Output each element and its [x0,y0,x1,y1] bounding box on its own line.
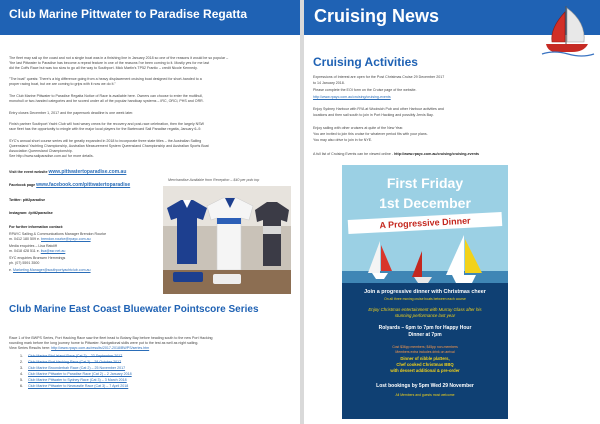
series-race-number: 1. [20,354,23,358]
right-page [304,0,600,424]
cruising-activities-heading: Cruising Activities [313,55,418,69]
series-race-item [20,360,121,365]
para-4: "The boat" quests: There's a big difference going from a heavy displacement cruising boat designed for short-handed to a [9,77,202,81]
poster-details-panel [342,283,508,419]
cruise-line-8: You are invited to join this cruise for whatever period fits with your plans. [313,132,428,136]
contact-5: SYC enquiries Bronwen Hemmings [9,256,66,260]
poster-sub-4: stunning performance last year [394,313,456,318]
instagram-line: Instagram: #pitt2paradise [9,211,53,215]
contact-7 [9,268,91,273]
navy-polo-shirt [167,200,207,264]
para-9: Finish partner Southport Yacht Club will host weary crews for the recovery and post-race celebration, then the largely NSW [9,122,205,126]
poster-cost-2: Members extra includes drink on arrival [395,350,455,354]
cruise-line-9: You may also drive to join in for NYE. [313,138,373,142]
series-intro-2: rounding mark before the long journey home to Pittwater. Navigational skills were put to the test as well as night sailing. [9,341,199,345]
series-intro-3 [9,346,149,351]
sailboat-icon [540,2,596,58]
series-race-link[interactable]: Club Marine Port Hacking Race (Cat 3) – 28 October 2017 [28,360,122,364]
cruise-line-3: Please complete the EOI form on the Cruise page of the website. [313,88,417,92]
series-intro-1: Race 1 of the BWPS Series, Port Hacking Race saw the fleet head to Botany Bay before heading south to the new Port Hacking [9,336,213,340]
right-banner-title: Cruising News [314,6,440,26]
poster-footer: All Members and guests most welcome [395,393,455,397]
series-race-item [20,372,132,377]
series-race-item [20,354,122,359]
series-race-number: 3. [20,366,23,370]
poster-title-1: First Friday [386,175,464,191]
para-3: did the Coffs Race but was too slow to go all the way to Southport. Mick Martin's TP52 Frantic – credit Nicole Kennedy. [9,66,198,70]
cruise-line-10-prefix: A full list of Cruising Events can be viewed online - [313,152,394,156]
para-1: The fleet may sail up the coast and not a single boat was in a finishing line in January 2018 so one of the reasons it would be so popular – [9,56,229,60]
cruising-events-link[interactable]: http://www.rpayc.com.au/cruising/cruising-events [394,152,480,156]
series-race-link[interactable]: Club Marine Pittwater to Newcastle Race (Cat 3) – 7 April 2018 [28,384,129,388]
para-14: See http://www.sailparadise.com.au/ for more details. [9,154,94,158]
series-race-number: 4. [20,372,23,376]
poster-cost-4: Chef cooked Christmas BBQ [396,362,454,367]
para-13: Association Queensland Championship. [9,149,73,153]
cruise-events-link[interactable]: http://www.rpayc.com.au/cruising/cruising-events [313,95,391,99]
poster-sub-2: On all three moving cruise boats between each course [384,297,466,301]
contact-1: RPAYC Sailing & Communications Manager Brendon Rourke [9,232,107,236]
para-2: "the last Pittwater to Paradise has become a repeat feature in one of the reasons I've been coming to it. Mostly yes for me last [9,61,210,65]
poster-sailboats-illustration [342,231,508,291]
contact-3: Media enquiries – Lisa Ratcliff [9,244,57,248]
series-race-link[interactable]: Club Marine Pittwater to Sydney Race (Cat 3) – 3 March 2018 [28,378,127,382]
poster-time: Dinner at 7pm [408,332,442,338]
contact-7-prefix: e. [9,268,12,272]
contact-4 [9,249,65,254]
series-intro-3-prefix: View Series Results here: [9,346,51,350]
merch-caption: Merchandise Available from Reception – $40 per polo top [168,178,260,182]
left-banner [0,0,300,35]
poster-cost-5: with dessert additional & pre-order [390,368,460,373]
series-race-number: 6. [20,384,23,388]
para-8: Entry closes December 1, 2017 and the paperwork deadline is one week later. [9,111,134,115]
left-banner-title: Club Marine Pittwater to Paradise Regatta [9,7,248,21]
contact-7-email-link[interactable]: Marketing.Manager@southportyachtclub.com.au [13,268,91,272]
cruise-line-2: to 14 January 2018. [313,81,345,85]
cruise-line-7: Enjoy sailing with other cruisers at quite of the New Year. [313,126,404,130]
contact-4-prefix: m. 0418 428 511 e. [9,249,40,253]
poster-sub-3: Enjoy Christmas entertainment with Murray Glass after his [368,307,482,312]
merch-photo [163,186,291,294]
poster-ribbon-text: A Progressive Dinner [379,215,471,231]
poster-booking: Lost bookings by 5pm Wed 29 November [376,383,474,389]
para-7: monohull or two-handed categories and be scored under all of the popular handicap systems – IRC, ORCi, PHS and ORR. [9,99,204,103]
facebook-line [9,183,130,188]
progressive-dinner-poster [342,165,508,419]
cruise-line-1: Expressions of Interest are open for the Post Christmas Cruise 29 December 2017 [313,75,445,79]
polo-shirts-illustration [163,186,291,294]
series-heading: Club Marine East Coast Bluewater Pointscore Series [9,304,259,315]
poster-sub-1: Join a progressive dinner with Christmas cheer [364,289,486,295]
para-12: Queensland Yachting Championship, Australian Measurement System Queensland Championship and Australian Sports Boat [9,144,209,148]
cruise-line-6: locations and then sail south to join in Port Hacking and possibly Jervis Bay. [313,113,434,117]
series-race-link[interactable]: Club Marine Broonderbah Race (Cat 2) – 25 November 2017 [28,366,126,370]
series-race-number: 5. [20,378,23,382]
series-race-link[interactable]: Club Marine Bird Island Race (Cat 3) – 23 September 2017 [28,354,123,358]
facebook-link[interactable]: www.facebook.com/pittwatertoparadise [36,182,131,188]
para-10: race fleet has the opportunity to mingle with the major local players for the Bartercard Sail Paradise regatta, January 6–9. [9,127,202,131]
poster-venue: Rolyards – 6pm to 7pm for Happy Hour [378,325,472,331]
website-label: Visit the event website [9,170,48,174]
website-link[interactable]: www.pittwatertoparadise.com.au [48,169,127,175]
contact-6: ph. (07) 5591 3500 [9,261,40,265]
poster-cost-1: Cost $36pp members; $45pp non-members [392,345,458,349]
contact-2-email-link[interactable]: brendon.rourke@rpayc.com.au [40,237,91,241]
contact-2 [9,237,91,242]
series-race-number: 2. [20,360,23,364]
para-11: SYC's annual short course series will be greatly expanded in 2018 to incorporate three state titles – the Australian Sailing [9,139,202,143]
series-race-item [20,378,127,383]
contact-4-email-link[interactable]: lisa@ssr.net.au [40,249,66,253]
contact-2-prefix: m. 0412 180 509 e. [9,237,40,241]
poster-cost-3: Dinner of nibble platters, [400,356,450,361]
para-5: proper racing boat, but we are coming to grips with it now we do it." [9,82,116,86]
info-heading: For further information contact: [9,225,64,229]
series-race-link[interactable]: Club Marine Pittwater to Paradise Race (Cat 2) – 2 January 2018 [28,372,132,376]
para-6: The Club Marine Pittwater to Paradise Regatta Notice of Race is available here. Owners can choose to enter the multihull, [9,94,203,98]
cruise-line-10 [313,152,479,157]
facebook-label: Facebook page [9,183,36,187]
series-results-link[interactable]: http://www.rpayc.com.au/results/2017-2018/BWPS/series.htm [51,346,150,350]
website-line [9,170,126,175]
cruise-line-5: Enjoy Sydney Harbour with RYA at Woolwich Pub and other Harbour activities and [313,107,444,111]
poster-title-2: 1st December [379,195,471,211]
white-polo-shirt [207,198,253,270]
twitter-line: Twitter: pitt2paradise [9,198,46,202]
series-race-item [20,366,125,371]
series-race-item [20,384,128,389]
